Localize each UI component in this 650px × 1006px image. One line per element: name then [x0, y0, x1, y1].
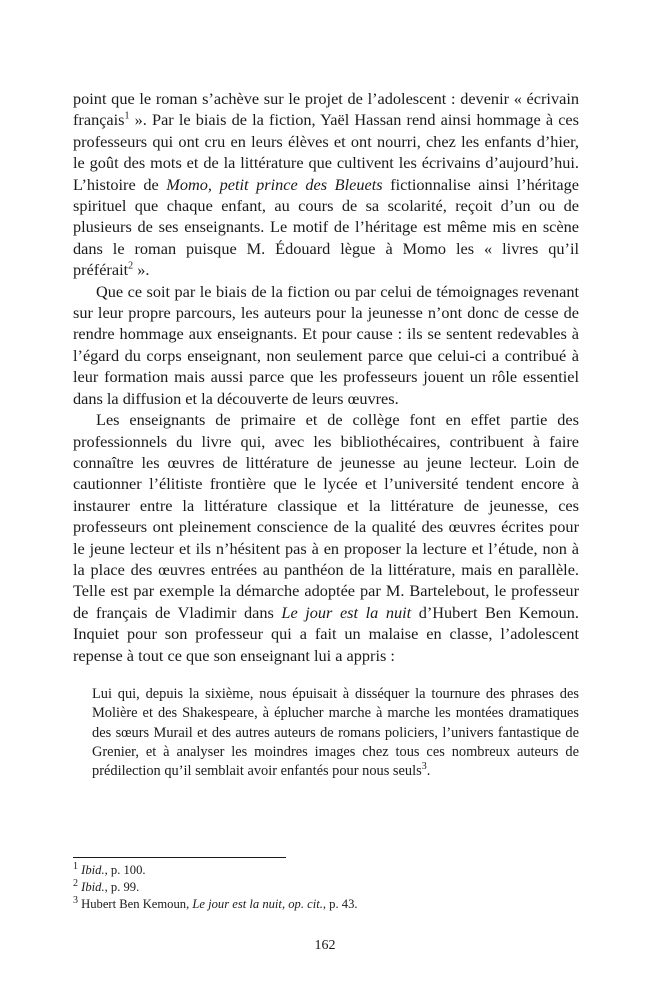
- block-quote: [92, 685, 579, 781]
- text-run: ». Par le biais de la fiction, Yaël Hassan rend ainsi hommage à ces professeurs qui ont cru en leurs élèves et ont nourri, chez les enfants d’hier, le goût des mots et de la littérature que cultivent les écrivains d’aujourd’hui. L’histoire de: [73, 110, 579, 194]
- italic-title: Le jour est la nuit: [192, 896, 282, 911]
- page-body: [73, 88, 579, 781]
- footnote-1: [73, 862, 579, 879]
- footnote-ref: 3: [73, 894, 78, 906]
- footnotes: [73, 862, 579, 912]
- text-run: .: [426, 763, 431, 780]
- footnote-3: [73, 896, 579, 913]
- paragraph-2: [73, 281, 579, 409]
- text-run: ,: [281, 896, 289, 911]
- italic-title: Ibid.: [81, 879, 105, 894]
- italic-title: Momo, petit prince des Bleuets: [166, 174, 383, 194]
- italic-title: op. cit.: [288, 896, 323, 911]
- footnote-ref: 3: [421, 761, 427, 773]
- footnote-ref: 1: [124, 110, 130, 122]
- text-run: Les enseignants de primaire et de collège font en effet partie des professionnels du livre qui, avec les bibliothécaires, contribuent à faire connaître les œuvres de littérature de jeunesse au jeune lecteur. Loin de cautionner l’élitiste frontière que le lycée et l’université tendent encore à instaurer entre la littérature classique et la littérature de jeunesse, ces professeurs ont pleinement conscience de la qualité des œuvres écrites pour le jeune lecteur et ils n’hésitent pas à en proposer la lecture et l’étude, non à la place des œuvres entrées au panthéon de la littérature, mais en parallèle. Telle est par exemple la démarche adoptée par M. Bartelebout, le professeur de français de Vladimir dans: [73, 410, 579, 622]
- italic-title: Le jour est la nuit: [281, 602, 412, 622]
- text-run: Que ce soit par le biais de la fiction ou par celui de témoignages revenant sur leur propre parcours, les auteurs pour la jeunesse n’ont donc de cesse de rendre hommage aux enseignants. Et pour cause : ils se sentent redevables à l’égard du corps enseignant, non seulement parce que celui-ci a contribué à leur formation mais aussi parce que les professeurs jouent un rôle essentiel dans la diffusion et la découverte de leurs œuvres.: [73, 281, 579, 408]
- text-run: , p. 43.: [322, 896, 358, 911]
- footnote-2: [73, 879, 579, 896]
- text-run: Hubert Ben Kemoun,: [78, 896, 193, 911]
- footnote-separator: [73, 857, 286, 858]
- text-run: , p. 100.: [104, 863, 146, 877]
- text-run: Lui qui, depuis la sixième, nous épuisait à disséquer la tournure des phrases des Molière et des Shakespeare, à éplucher marche à marche les montées dramatiques des sœurs Murail et des autres auteurs de romans policiers, l’univers fantastique de Grenier, et à analyser les moindres images chez tous ces nombreux auteurs de prédilection qu’il semblait avoir enfantés pour nous seuls: [92, 685, 579, 780]
- paragraph-1: [73, 88, 579, 281]
- footnote-ref: 2: [73, 877, 78, 889]
- page-number: 162: [314, 938, 336, 953]
- text-run: point que le roman s’achève sur le projet de l’adolescent : devenir « écrivain français: [73, 89, 579, 130]
- footnote-ref: 2: [128, 260, 134, 272]
- text-run: , p. 99.: [104, 879, 140, 894]
- footnote-ref: 1: [73, 860, 78, 872]
- main-text: [73, 88, 579, 666]
- text-run: d’Hubert Ben Kemoun. Inquiet pour son professeur qui a fait un malaise en classe, l’adolescent repense à tout ce que son enseignant lui a appris :: [73, 602, 579, 665]
- text-run: ».: [133, 260, 150, 280]
- text-run: fictionnalise ainsi l’héritage spirituel que chaque enfant, au cours de sa scolarité, reçoit d’un ou de plusieurs de ses enseignants. Le motif de l’héritage est même mis en scène dans le roman puisque M. Édouard lègue à Momo les « livres qu’il préférait: [73, 174, 580, 280]
- italic-title: Ibid.: [81, 863, 105, 877]
- paragraph-3: [73, 409, 579, 666]
